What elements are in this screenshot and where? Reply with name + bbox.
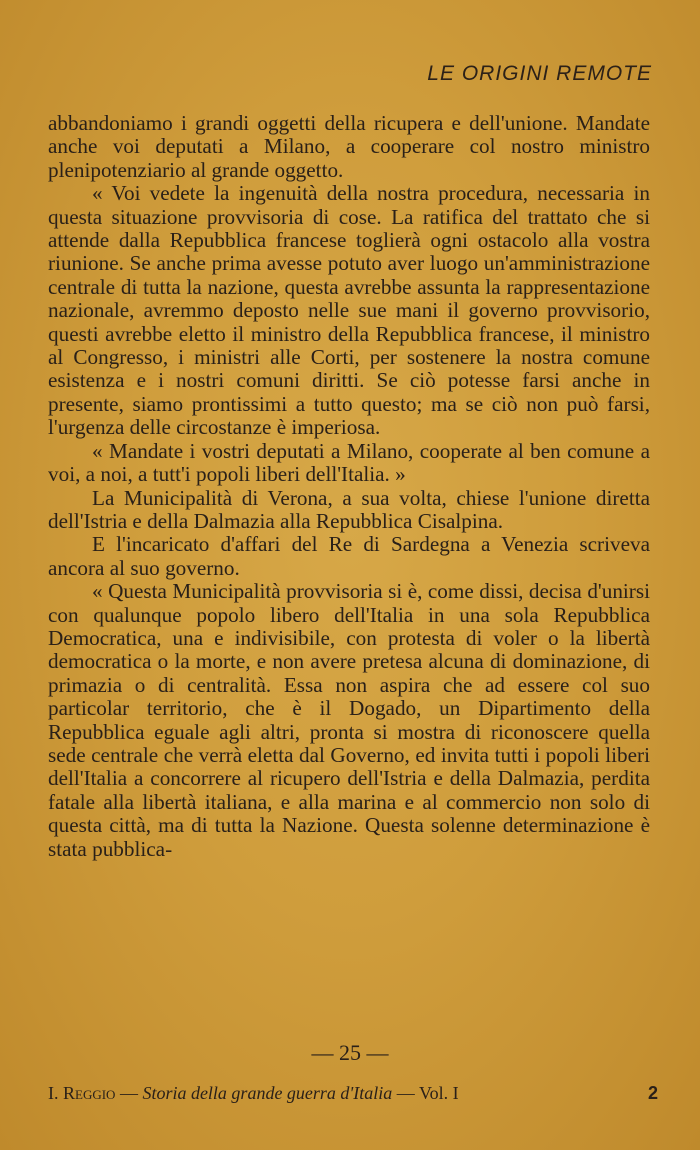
- footer-volume: — Vol. I: [396, 1083, 459, 1103]
- paragraph: « Voi vedete la ingenuità della nostra procedura, necessaria in questa situazione provvisoria di cose. La ratifica del trattato che si attende dalla Repubblica francese toglierà ogni ostacolo alla vostra riunione. Se anche prima avesse potuto aver luogo un'amministrazione centrale di tutta la nazione, questa avrebbe assunta la rappresentazione nazionale, avremmo deposto nelle sue mani il governo provvisorio, questi avrebbe eletto il ministro della Repubblica francese, il ministro al Congresso, i ministri alle Corti, per sostenere la nostra comune esistenza e i nostri comuni diritti. Se ciò potesse farsi anche in presente, siamo prontissimi a tutto questo; ma se ciò non può farsi, l'urgenza delle circostanze è imperiosa.: [48, 181, 650, 440]
- footer-dash: —: [119, 1083, 138, 1103]
- page-number: — 25 —: [311, 1040, 389, 1065]
- paragraph: « Questa Municipalità provvisoria si è, come dissi, decisa d'unirsi con qualunque popolo libero dell'Italia in una sola Repubblica Democratica, una e indivisibile, con protesta di voler o la libertà democratica o la morte, e non avere pretesa alcuna di dominazione, di primazia o di centralità. Essa non aspira che ad essere col suo particolar territorio, che è il Dogado, un Dipartimento della Repubblica eguale agli altri, pronta si mostra di riconoscere quella sede centrale che verrà eletta dal Governo, ed invita tutti i popoli liberi dell'Italia a concorrere al ricupero dell'Istria e della Dalmazia, perdita fatale alla libertà italiana, e alla marina e al commercio non solo di questa città, ma di tutta la Nazione. Questa solenne determinazione è stata pubblica-: [48, 579, 650, 861]
- paragraph: abbandoniamo i grandi oggetti della ricupera e dell'unione. Mandate anche voi deputati a Milano, a cooperare col nostro ministro plenipotenziario al grande oggetto.: [48, 111, 650, 182]
- footer-line: [48, 1083, 658, 1104]
- paragraph: La Municipalità di Verona, a sua volta, chiese l'unione diretta dell'Istria e della Dalmazia alla Repubblica Cisalpina.: [48, 485, 650, 533]
- body-text: [48, 112, 650, 861]
- paragraph: E l'incaricato d'affari del Re di Sardegna a Venezia scriveva ancora al suo governo.: [48, 532, 650, 580]
- footer-author: I. Reggio: [48, 1083, 116, 1103]
- footer-title: Storia della grande guerra d'Italia: [142, 1083, 393, 1103]
- running-head: LE ORIGINI REMOTE: [427, 62, 652, 85]
- signature-mark: 2: [647, 1083, 658, 1103]
- paragraph: « Mandate i vostri deputati a Milano, cooperate al ben comune a voi, a noi, a tutt'i popoli liberi dell'Italia. »: [48, 438, 650, 487]
